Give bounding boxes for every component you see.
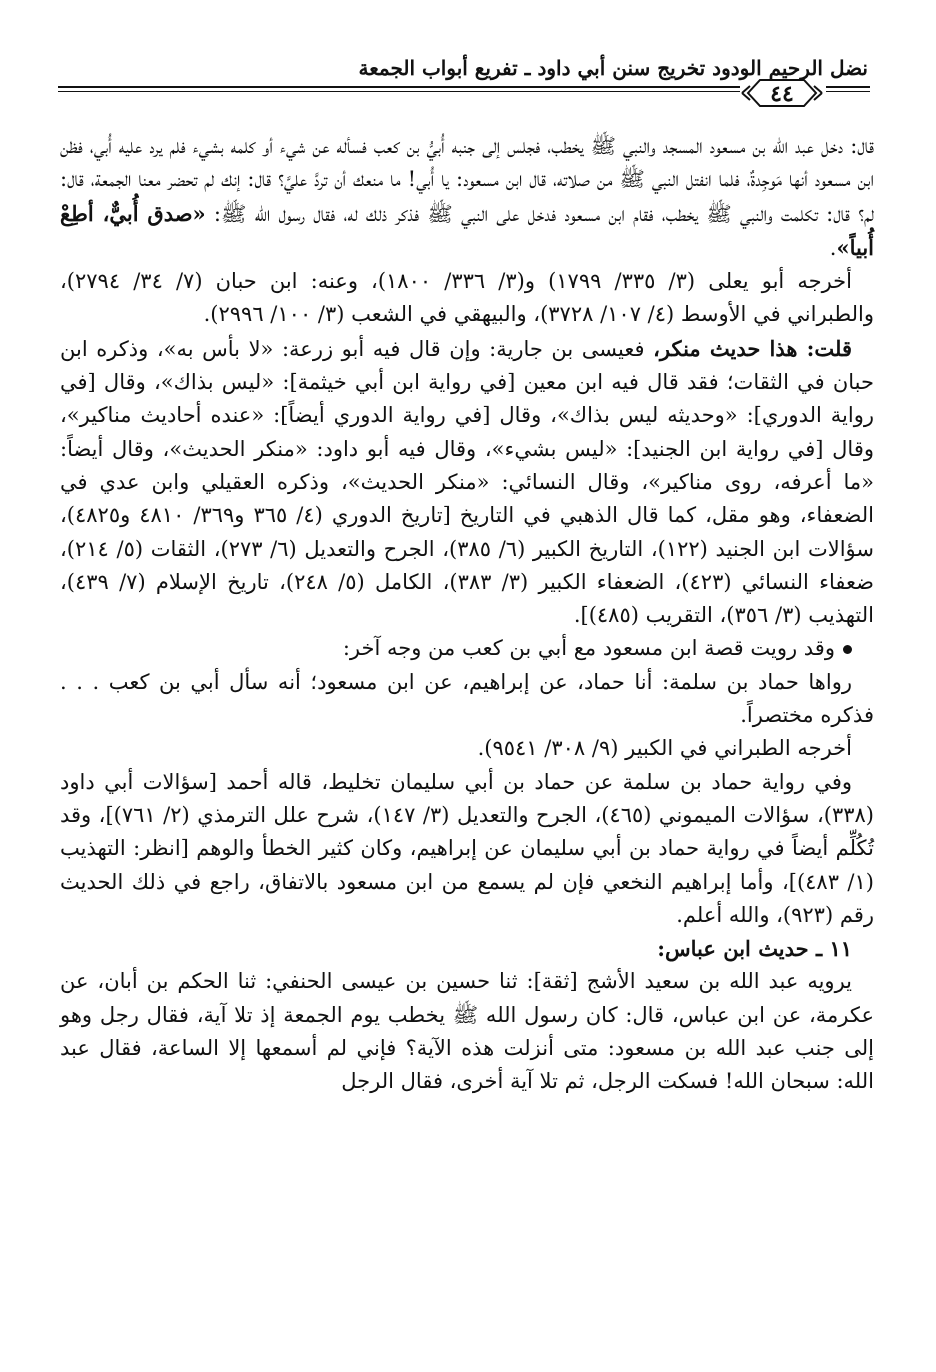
page-number-frame xyxy=(740,76,824,110)
section-heading-ibn-abbas: ١١ ـ حديث ابن عباس: xyxy=(657,936,852,962)
paragraph-hadith-text xyxy=(60,130,874,265)
page-body xyxy=(60,130,874,1099)
judgement-heading: قلت: هذا حديث منكر، xyxy=(653,335,852,361)
bullet-icon xyxy=(843,645,852,654)
header-rule-left-top xyxy=(826,86,870,88)
paragraph-takhrij: أخرجه أبو يعلى (٣/ ٣٣٥/ ١٧٩٩) و(٣/ ٣٣٦/ ١٨٠٠)، وعنه: ابن حبان (٧/ ٣٤/ ٢٧٩٤)، والطبراني في الأوسط (٤/ ١٠٧/ ٣٧٢٨)، والبيهقي في الشعب (٣/ ١٠٠/ ٢٩٩٦). xyxy=(60,269,874,327)
paragraph-hammad-criticism: وفي رواية حماد بن سلمة عن حماد بن أبي سليمان تخليط، قاله أحمد [سؤالات أبي داود (٣٣٨)، سؤالات الميموني (٤٦٥)، الجرح والتعديل (٣/ ١٤٧)، شرح علل الترمذي (٢/ ٧٦١)]، وقد تُكُلِّم أيضاً في رواية حماد بن أبي سليمان عن إبراهيم، وكان كثير الخطأ والوهم [انظر: التهذيب (١/ ٤٨٣)]، وأما إبراهيم النخعي فإن لم يسمع من ابن مسعود بالاتفاق، راجع في ذلك الحديث رقم (٩٢٣)، والله أعلم. xyxy=(60,769,874,927)
header-rule-left-bottom xyxy=(826,91,870,92)
header-rule-bottom xyxy=(58,91,740,92)
paragraph-hammad-narration: رواها حماد بن سلمة: أنا حماد، عن إبراهيم، عن ابن مسعود؛ أنه سأل أبي بن كعب . . . فذكره مختصراً. xyxy=(60,669,874,728)
hadith-text-end: . xyxy=(829,235,837,260)
other-route-text: وقد رويت قصة ابن مسعود مع أبي بن كعب من وجه آخر: xyxy=(342,636,835,661)
judgement-text: فعيسى بن جارية: وإن قال فيه أبو زرعة: «لا بأس به»، وذكره ابن حبان في الثقات؛ فقد قال فيه ابن معين [في رواية ابن أبي خيثمة]: «ليس بذاك»، وقال [في رواية الدوري]: «وحديثه ليس بذاك»، وقال [في رواية الدوري أيضاً]: «عنده أحاديث مناكير»، وقال [في رواية ابن الجنيد]: «ليس بشيء»، وقال فيه أبو داود: «منكر الحديث»، وقال أيضاً: «ما أعرفه، روى مناكير»، وقال النسائي: «منكر الحديث»، وذكره العقيلي وابن عدي في الضعفاء، وهو مقل، كما قال الذهبي في التاريخ [تاريخ الدوري (٤/ ٣٦٥ و٣٦٩/ ٤٨١٠ و٤٨٢٥)، سؤالات ابن الجنيد (١٢٢)، التاريخ الكبير (٦/ ٣٨٥)، الجرح والتعديل (٦/ ٢٧٣)، الثقات (٥/ ٢١٤)، ضعفاء النسائي (٤٢٣)، الضعفاء الكبير (٣/ ٣٨٣)، الكامل (٥/ ٢٤٨)، تاريخ الإسلام (٧/ ٤٣٩)، التهذيب (٣/ ٣٥٦)، التقريب (٤٨٥)]. xyxy=(60,336,874,628)
paragraph-judgement xyxy=(60,332,874,633)
paragraph-other-route xyxy=(60,632,874,665)
hadith-quote: «صدق أُبيٌّ، أطِعْ أُبياً» xyxy=(60,200,874,260)
hadith-text: قال: دخل عبد الله بن مسعود المسجد والنبي ﷺ يخطب، فجلس إلى جنبه أُبيُّ بن كعب فسأله عن شيء أو كلمه بشيء فلم يرد عليه أُبي، فظن ابن مسعود أنها مَوجِدةٌ، فلما انفتل النبي ﷺ من صلاته، قال ابن مسعود: يا أُبي! ما منعك أن تردَّ عليَّ؟ قال: إنك لم تحضر معنا الجمعة، قال: لم؟ قال: تكلمت والنبي ﷺ يخطب، فقام ابن مسعود فدخل على النبي ﷺ فذكر ذلك له، فقال رسول الله ﷺ: xyxy=(60,134,874,226)
running-header-title: نضل الرحيم الودود تخريج سنن أبي داود ـ تفريع أبواب الجمعة xyxy=(358,56,868,80)
paragraph-tabarani: أخرجه الطبراني في الكبير (٩/ ٣٠٨/ ٩٥٤١). xyxy=(477,736,852,761)
header-rule-top xyxy=(58,86,740,88)
page-number: ٤٤ xyxy=(770,81,794,107)
paragraph-ibn-abbas: يرويه عبد الله بن سعيد الأشج [ثقة]: ثنا حسين بن عيسى الحنفي: ثنا الحكم بن أبان، عن عكرمة، عن ابن عباس، قال: كان رسول الله ﷺ يخطب يوم الجمعة إذ تلا آية، فقال رجل وهو إلى جنب عبد الله بن مسعود: متى أنزلت هذه الآية؟ فإني لم أسمعها إلا الساعة، فقال عبد الله: سبحان الله! فسكت الرجل، ثم تلا آية أخرى، فقال الرجل xyxy=(60,969,874,1094)
